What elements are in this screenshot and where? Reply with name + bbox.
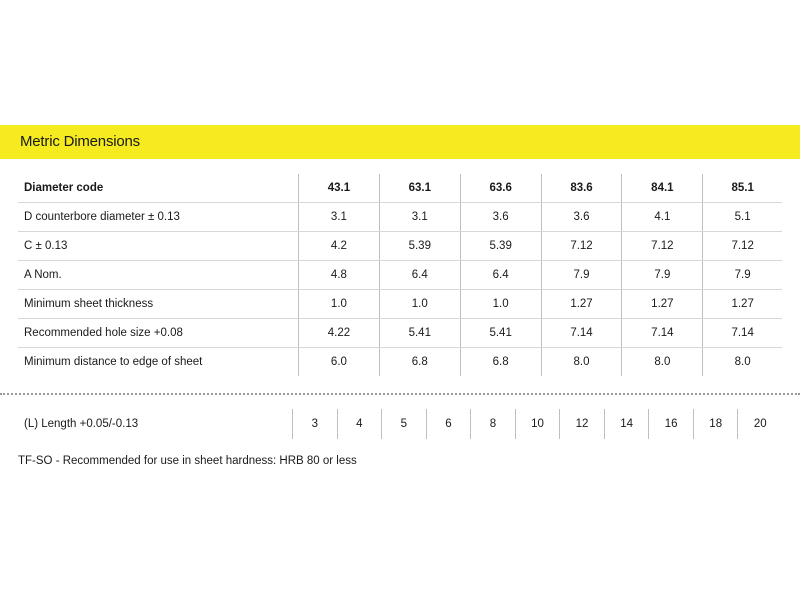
table-cell: 6.0 bbox=[299, 348, 380, 377]
table-cell: 1.27 bbox=[622, 290, 703, 319]
table-row bbox=[18, 348, 782, 377]
footnote: TF-SO - Recommended for use in sheet hardness: HRB 80 or less bbox=[18, 455, 357, 467]
length-cell: 6 bbox=[426, 409, 471, 439]
table-cell: 5.41 bbox=[379, 319, 460, 348]
row-label: D counterbore diameter ± 0.13 bbox=[18, 203, 299, 232]
length-cell: 18 bbox=[693, 409, 738, 439]
table-cell: 6.8 bbox=[379, 348, 460, 377]
table-cell: 4.2 bbox=[299, 232, 380, 261]
diameter-code-cell: 85.1 bbox=[703, 174, 782, 203]
table-cell: 5.41 bbox=[460, 319, 541, 348]
row-label: Recommended hole size +0.08 bbox=[18, 319, 299, 348]
row-label: Minimum sheet thickness bbox=[18, 290, 299, 319]
table-cell: 7.9 bbox=[541, 261, 622, 290]
table-cell: 8.0 bbox=[622, 348, 703, 377]
table-row bbox=[18, 261, 782, 290]
table-row bbox=[18, 290, 782, 319]
table-cell: 4.8 bbox=[299, 261, 380, 290]
length-cell: 20 bbox=[737, 409, 782, 439]
table-cell: 5.1 bbox=[703, 203, 782, 232]
diameter-code-cell: 84.1 bbox=[622, 174, 703, 203]
length-cell: 3 bbox=[292, 409, 337, 439]
table-row bbox=[18, 319, 782, 348]
page-title: Metric Dimensions bbox=[20, 133, 140, 150]
table-cell: 3.1 bbox=[299, 203, 380, 232]
table-row bbox=[18, 232, 782, 261]
table-cell: 7.12 bbox=[622, 232, 703, 261]
table-cell: 7.14 bbox=[622, 319, 703, 348]
table-cell: 3.1 bbox=[379, 203, 460, 232]
length-cell: 16 bbox=[648, 409, 693, 439]
table-cell: 5.39 bbox=[379, 232, 460, 261]
length-cell: 8 bbox=[470, 409, 515, 439]
dotted-divider bbox=[0, 393, 800, 395]
length-cell: 14 bbox=[604, 409, 649, 439]
table-row bbox=[18, 203, 782, 232]
row-label: C ± 0.13 bbox=[18, 232, 299, 261]
table-cell: 1.0 bbox=[460, 290, 541, 319]
metric-dimensions-table bbox=[18, 174, 782, 376]
table-cell: 3.6 bbox=[541, 203, 622, 232]
diameter-code-cell: 43.1 bbox=[299, 174, 380, 203]
row-label: A Nom. bbox=[18, 261, 299, 290]
table-cell: 4.22 bbox=[299, 319, 380, 348]
length-cell: 5 bbox=[381, 409, 426, 439]
table-cell: 7.12 bbox=[703, 232, 782, 261]
table-cell: 6.4 bbox=[379, 261, 460, 290]
table-cell: 8.0 bbox=[541, 348, 622, 377]
length-row bbox=[18, 409, 782, 439]
table-cell: 4.1 bbox=[622, 203, 703, 232]
diameter-code-cell: 83.6 bbox=[541, 174, 622, 203]
length-values bbox=[292, 409, 782, 439]
table-cell: 3.6 bbox=[460, 203, 541, 232]
length-label: (L) Length +0.05/-0.13 bbox=[24, 418, 139, 430]
table-cell: 7.14 bbox=[541, 319, 622, 348]
table-cell: 6.4 bbox=[460, 261, 541, 290]
row-label: Minimum distance to edge of sheet bbox=[24, 356, 203, 368]
diameter-code-cell: 63.6 bbox=[460, 174, 541, 203]
table-cell: 1.0 bbox=[299, 290, 380, 319]
table-cell: 7.9 bbox=[622, 261, 703, 290]
table-cell: 7.14 bbox=[703, 319, 782, 348]
diameter-code-cell: 63.1 bbox=[379, 174, 460, 203]
table-cell: 1.27 bbox=[703, 290, 782, 319]
title-banner bbox=[0, 125, 800, 159]
table-cell: 5.39 bbox=[460, 232, 541, 261]
table-cell: 7.9 bbox=[703, 261, 782, 290]
table-cell: 6.8 bbox=[460, 348, 541, 377]
table-cell: 7.12 bbox=[541, 232, 622, 261]
length-cell: 10 bbox=[515, 409, 560, 439]
length-cell: 12 bbox=[559, 409, 604, 439]
length-cell: 4 bbox=[337, 409, 382, 439]
table-cell: 1.27 bbox=[541, 290, 622, 319]
table-header-row bbox=[18, 174, 782, 203]
row-label: Diameter code bbox=[18, 174, 299, 203]
table-cell: 1.0 bbox=[379, 290, 460, 319]
table-cell: 8.0 bbox=[703, 348, 782, 377]
